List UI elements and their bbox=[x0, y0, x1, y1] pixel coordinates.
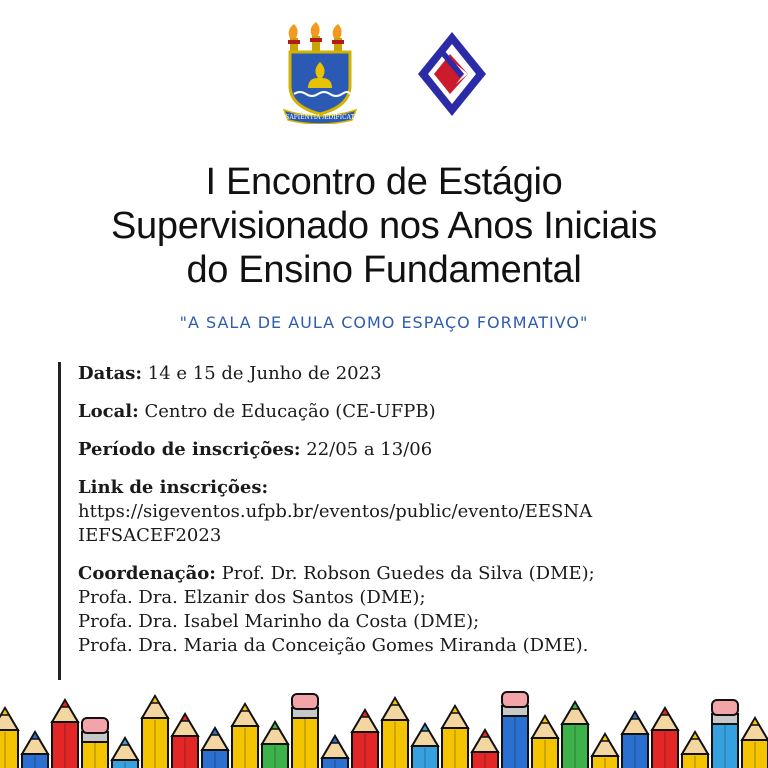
pencil-icon bbox=[562, 702, 588, 768]
coordenacao-label: Coordenação: bbox=[78, 563, 216, 584]
local-value: Centro de Educação (CE-UFPB) bbox=[138, 401, 436, 422]
pencil-icon bbox=[22, 732, 48, 768]
pencil-icon bbox=[172, 714, 198, 768]
pencil-icon bbox=[412, 724, 438, 768]
title-line-1: I Encontro de Estágio bbox=[205, 161, 563, 203]
pencil-icon bbox=[232, 704, 258, 768]
title-line-2: Supervisionado nos Anos Iniciais bbox=[111, 205, 657, 247]
datas-row bbox=[78, 362, 718, 386]
coordenacao-line-2: Profa. Dra. Elzanir dos Santos (DME); bbox=[78, 587, 426, 608]
link-url-line-2: IEFSACEF2023 bbox=[78, 525, 222, 546]
event-title bbox=[0, 160, 768, 292]
pencil-icon bbox=[352, 710, 378, 768]
local-row bbox=[78, 400, 718, 424]
periodo-label: Período de inscrições: bbox=[78, 439, 301, 460]
periodo-value: 22/05 a 13/06 bbox=[300, 439, 433, 460]
pencils-border bbox=[0, 688, 768, 768]
event-info-block bbox=[58, 362, 718, 680]
link-url-line-1: https://sigeventos.ufpb.br/eventos/public/evento/EESNA bbox=[78, 501, 593, 522]
torches-icon bbox=[288, 22, 344, 52]
pencil-icon bbox=[322, 736, 348, 768]
pencil-icon bbox=[112, 738, 138, 768]
pencil-icon bbox=[0, 708, 18, 768]
coordenacao-row bbox=[78, 562, 718, 586]
title-line-3: do Ensino Fundamental bbox=[186, 249, 582, 291]
periodo-row bbox=[78, 438, 718, 462]
pencil-icon bbox=[712, 700, 738, 768]
coordenacao-line-3: Profa. Dra. Isabel Marinho da Costa (DME); bbox=[78, 611, 480, 632]
datas-label: Datas: bbox=[78, 363, 143, 384]
crest-motto: SAPIENTIA ÆDIFICAT bbox=[285, 114, 355, 121]
pencil-icon bbox=[742, 718, 768, 768]
pencil-icon bbox=[292, 694, 318, 768]
logos-header bbox=[0, 22, 768, 122]
ce-logo bbox=[416, 30, 488, 120]
pencil-icon bbox=[532, 716, 558, 768]
local-label: Local: bbox=[78, 401, 139, 422]
pencil-icon bbox=[502, 692, 528, 768]
pencil-icon bbox=[442, 706, 468, 768]
pencil-icon bbox=[382, 698, 408, 768]
link-label-text: Link de inscrições: bbox=[78, 477, 269, 498]
link-label bbox=[78, 476, 718, 500]
datas-value: 14 e 15 de Junho de 2023 bbox=[142, 363, 382, 384]
pencil-icon bbox=[52, 700, 78, 768]
pencil-icon bbox=[472, 730, 498, 768]
coordenacao-line-1: Prof. Dr. Robson Guedes da Silva (DME); bbox=[215, 563, 595, 584]
pencil-icon bbox=[262, 722, 288, 768]
pencil-icon bbox=[652, 708, 678, 768]
pencil-icon bbox=[592, 734, 618, 768]
event-subtitle: "A SALA DE AULA COMO ESPAÇO FORMATIVO" bbox=[179, 313, 589, 332]
pencil-icon bbox=[82, 718, 108, 768]
pencil-icon bbox=[142, 696, 168, 768]
pencil-icon bbox=[622, 712, 648, 768]
coordenacao-line-4: Profa. Dra. Maria da Conceição Gomes Miranda (DME). bbox=[78, 635, 589, 656]
pencil-icon bbox=[202, 728, 228, 768]
pencil-icon bbox=[682, 732, 708, 768]
ufpb-crest-logo bbox=[280, 22, 360, 124]
